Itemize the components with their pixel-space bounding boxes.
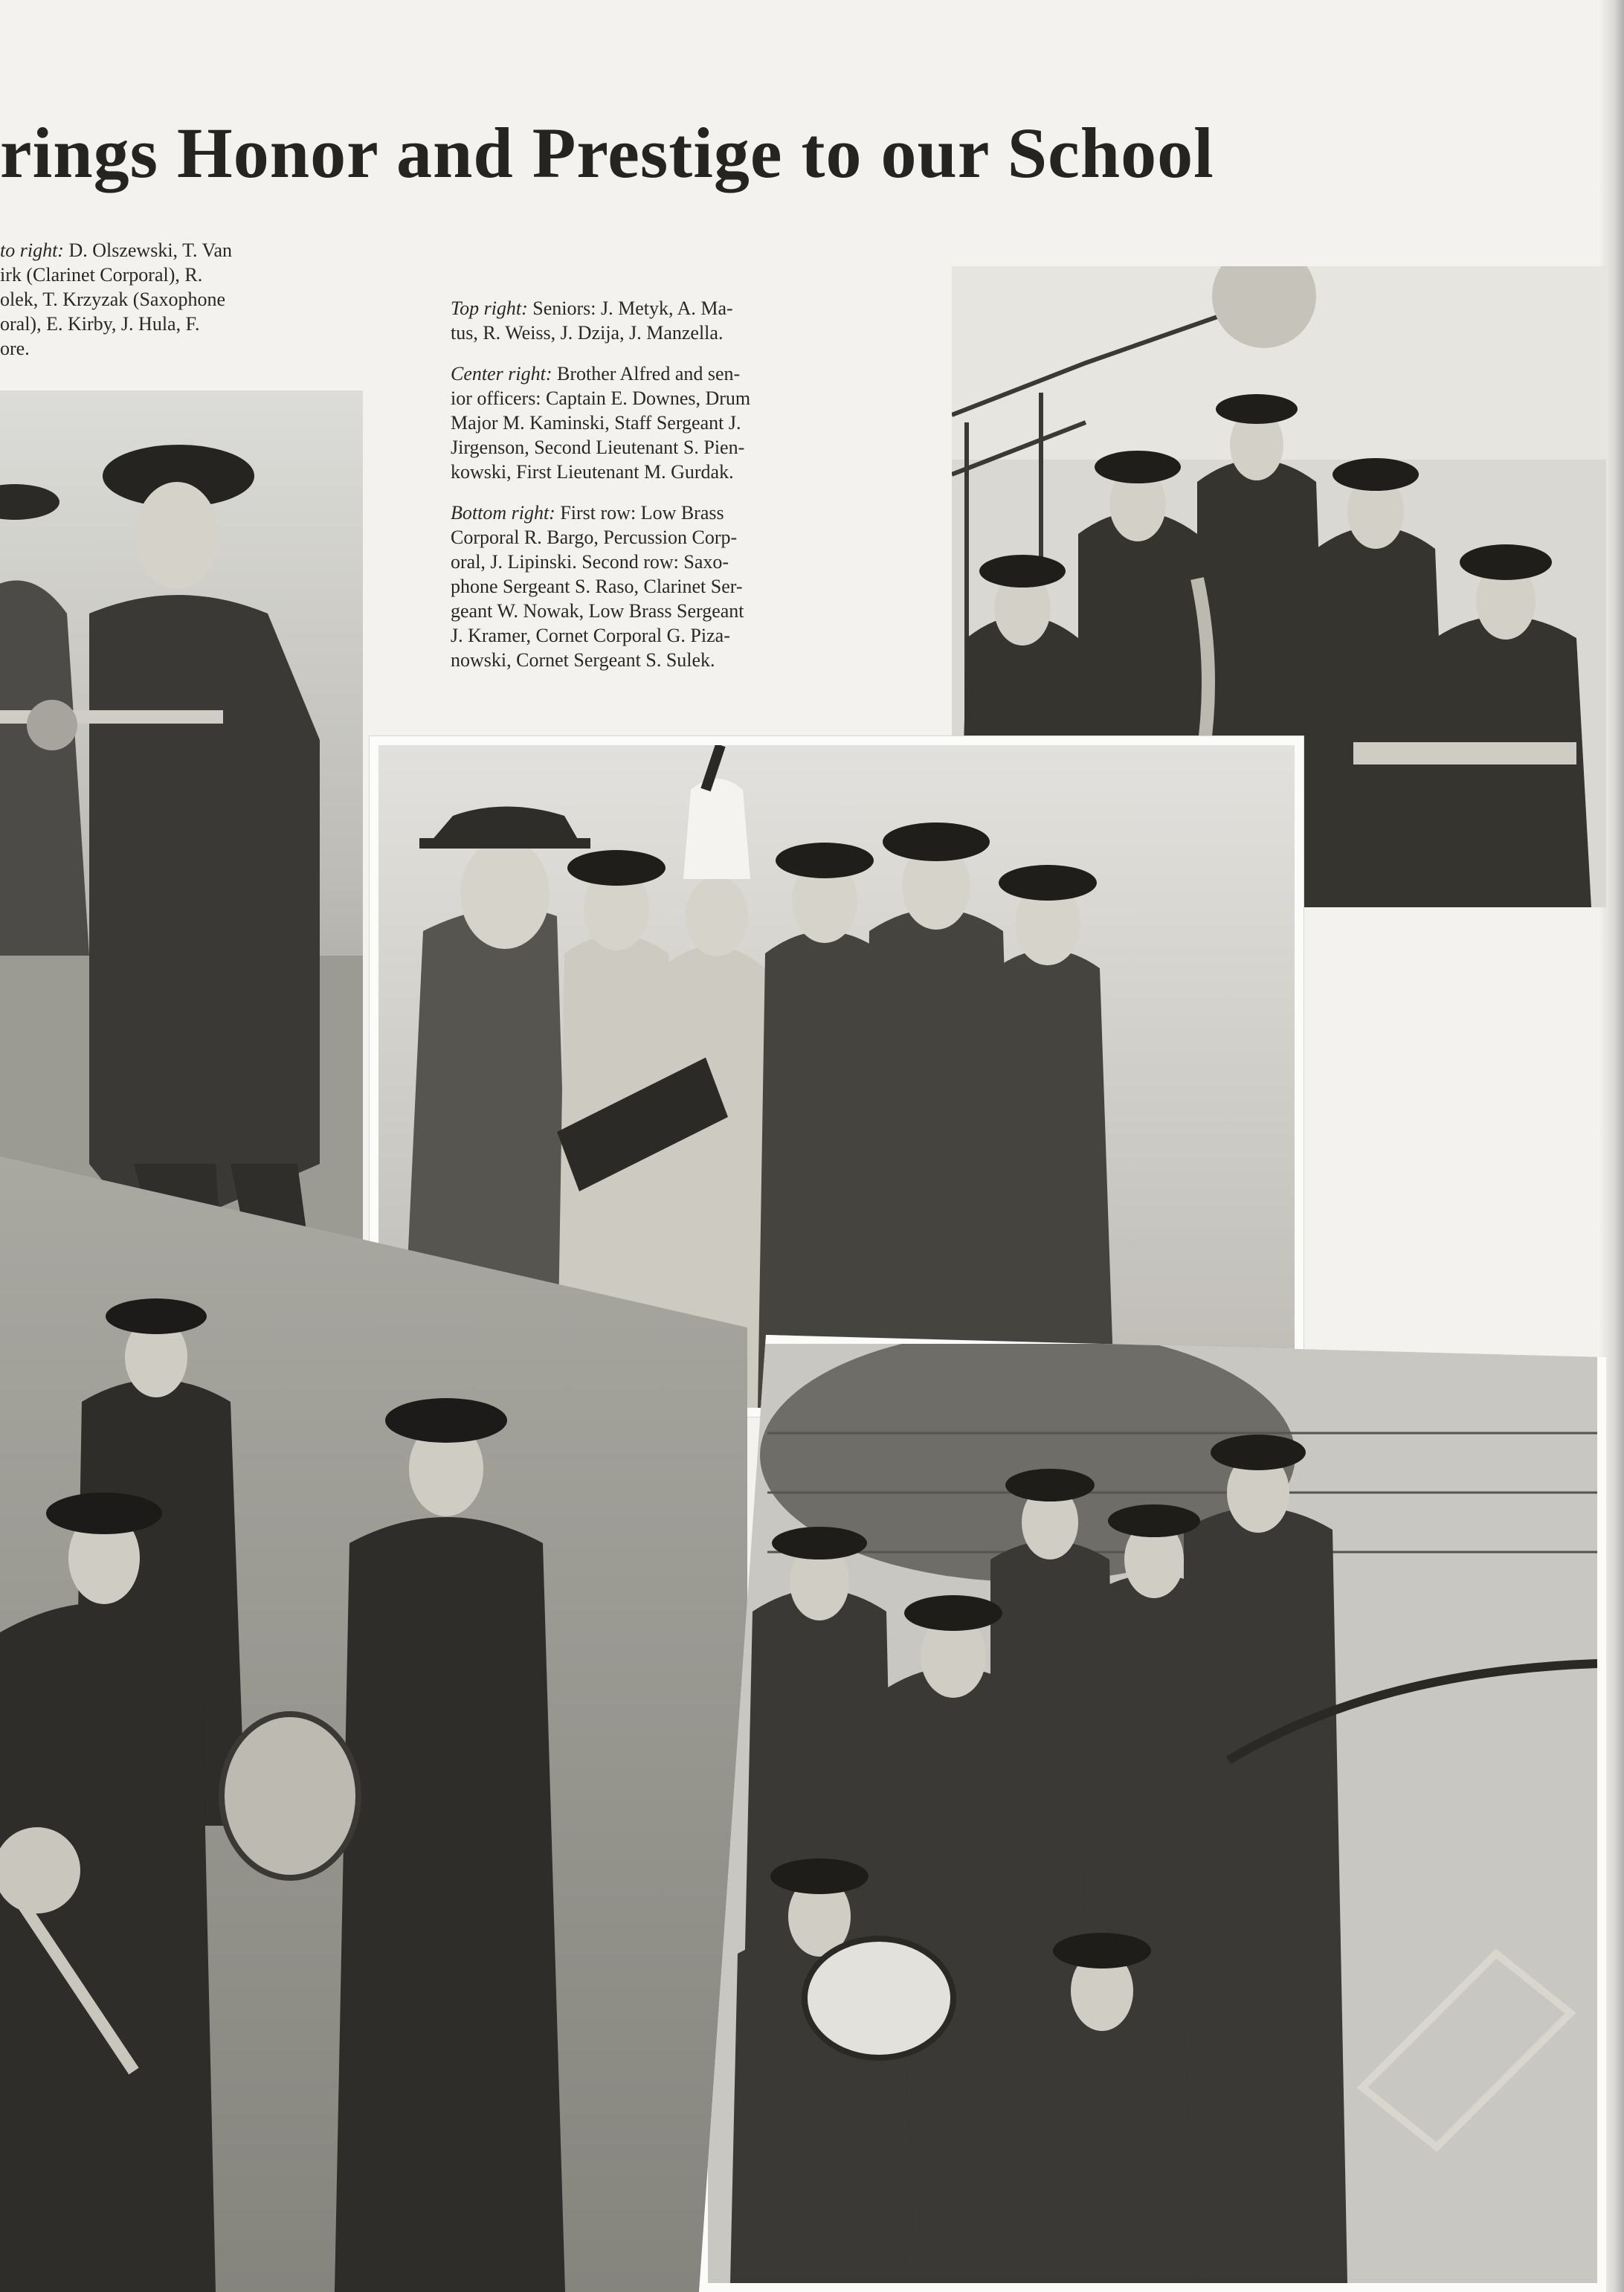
caption-left-lead: to right: bbox=[0, 239, 64, 261]
caption-left-line: ore. bbox=[0, 338, 30, 359]
caption-left-line: irk (Clarinet Corporal), R. bbox=[0, 264, 203, 286]
caption-center-right-lead: Center right: bbox=[451, 363, 552, 384]
caption-line: First row: Low Brass bbox=[560, 502, 724, 524]
caption-bottom-right bbox=[451, 500, 904, 672]
caption-top-right bbox=[451, 296, 904, 345]
caption-line: Corporal R. Bargo, Percussion Corp- bbox=[451, 527, 738, 548]
caption-line: Brother Alfred and sen- bbox=[557, 363, 741, 384]
caption-line: kowski, First Lieutenant M. Gurdak. bbox=[451, 461, 734, 483]
caption-center-right bbox=[451, 361, 904, 484]
caption-left-line: D. Olszewski, T. Van bbox=[68, 239, 232, 261]
caption-line: ior officers: Captain E. Downes, Drum bbox=[451, 387, 751, 409]
caption-left-line: oral), E. Kirby, J. Hula, F. bbox=[0, 313, 200, 335]
caption-left bbox=[0, 238, 349, 361]
caption-line: Major M. Kaminski, Staff Sergeant J. bbox=[451, 412, 741, 434]
caption-line: Jirgenson, Second Lieutenant S. Pien- bbox=[451, 437, 745, 458]
caption-line: phone Sergeant S. Raso, Clarinet Ser- bbox=[451, 576, 743, 597]
caption-line: geant W. Nowak, Low Brass Sergeant bbox=[451, 600, 744, 622]
caption-line: oral, J. Lipinski. Second row: Saxo- bbox=[451, 551, 729, 573]
photo-top-left bbox=[0, 390, 363, 1275]
caption-left-line: olek, T. Krzyzak (Saxophone bbox=[0, 289, 225, 310]
caption-line: Seniors: J. Metyk, A. Ma- bbox=[532, 297, 733, 319]
photo-bottom-right bbox=[699, 1335, 1606, 2292]
photo-bottom-left bbox=[0, 1156, 747, 2292]
caption-bottom-right-lead: Bottom right: bbox=[451, 502, 555, 524]
caption-line: tus, R. Weiss, J. Dzija, J. Manzella. bbox=[451, 322, 724, 344]
caption-column bbox=[451, 296, 904, 672]
caption-line: J. Kramer, Cornet Corporal G. Piza- bbox=[451, 625, 730, 646]
page-headline: rings Honor and Prestige to our School bbox=[0, 113, 1214, 193]
caption-top-right-lead: Top right: bbox=[451, 297, 528, 319]
caption-line: nowski, Cornet Sergeant S. Sulek. bbox=[451, 649, 715, 671]
